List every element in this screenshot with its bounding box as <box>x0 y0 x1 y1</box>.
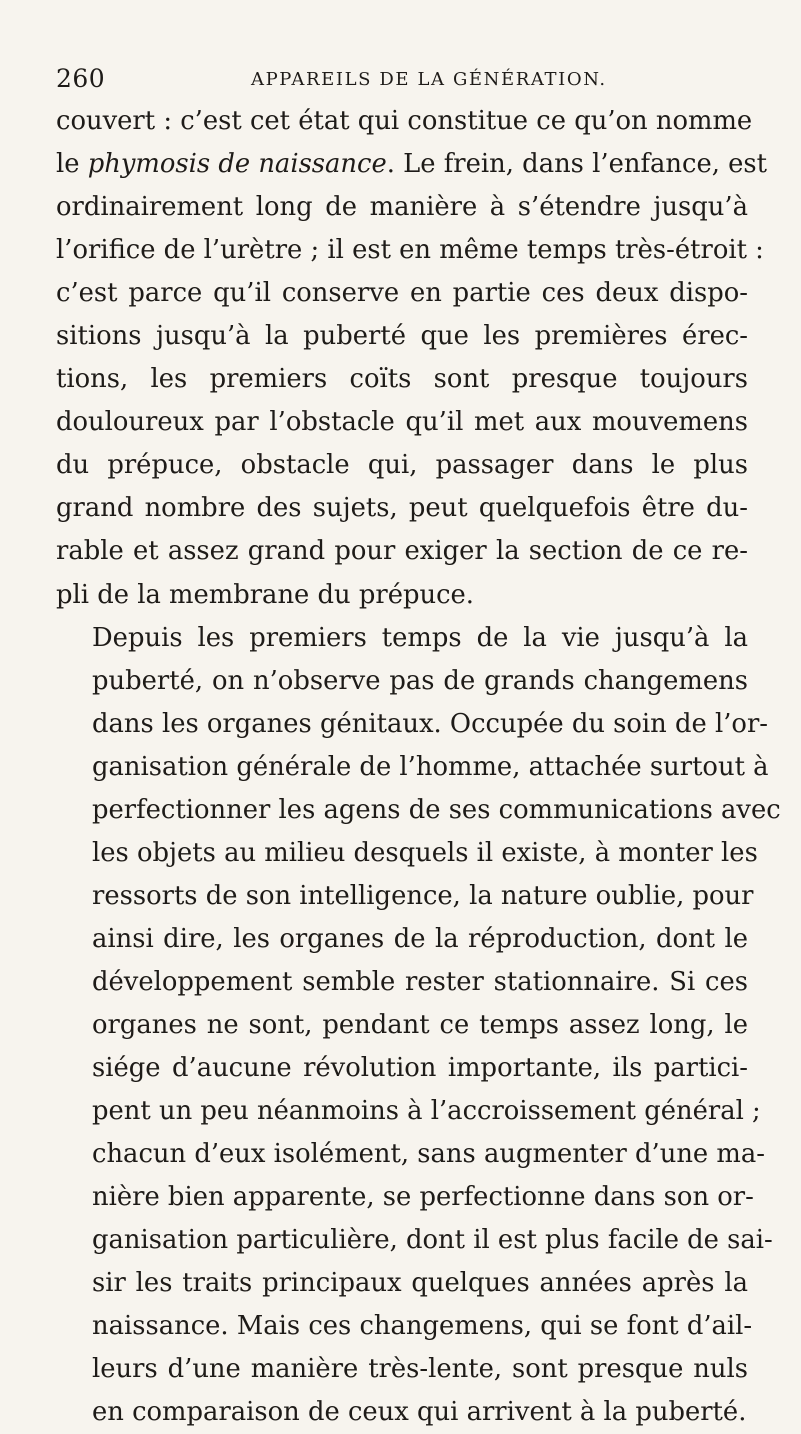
running-title: APPAREILS DE LA GÉNÉRATION. <box>251 69 607 90</box>
text-line: nière bien apparente, se perfectionne dans son or- <box>92 1182 754 1213</box>
text-line: pent un peu néanmoins à l’accroissement général ; <box>92 1096 761 1127</box>
paragraph-2 <box>56 617 781 1434</box>
text-line: en comparaison de ceux qui arrivent à la puberté. <box>92 1397 747 1428</box>
text-line: ainsi dire, les organes de la réproduction, dont le <box>92 923 748 954</box>
text-line: sitions jusqu’à la puberté que les premières érec- <box>56 321 748 352</box>
text-line <box>56 143 767 186</box>
text-line: siége d’aucune révolution importante, ils partici- <box>92 1053 748 1084</box>
text-line: les objets au milieu desquels il existe, à monter les <box>92 837 758 868</box>
italic-term: phymosis de naissance <box>87 149 387 180</box>
text-line: c’est parce qu’il conserve en partie ces deux dispo- <box>56 278 748 309</box>
text-line: naissance. Mais ces changemens, qui se font d’ail- <box>92 1311 753 1342</box>
paragraph-1 <box>56 100 767 617</box>
page-number: 260 <box>56 64 106 93</box>
text-line: dans les organes génitaux. Occupée du soin de l’or- <box>92 708 769 739</box>
text-line: couvert : c’est cet état qui constitue ce qu’on nomme <box>56 106 753 136</box>
text-line: ganisation particulière, dont il est plus facile de sai- <box>92 1225 773 1256</box>
text-line: ressorts de son intelligence, la nature oublie, pour <box>92 880 754 911</box>
text-line: organes ne sont, pendant ce temps assez long, le <box>92 1009 748 1040</box>
text-line: douloureux par l’obstacle qu’il met aux mouvemens <box>56 407 748 438</box>
page-header <box>56 64 746 104</box>
text-line: chacun d’eux isolément, sans augmenter d’une ma- <box>92 1139 765 1170</box>
text-line: développement semble rester stationnaire. Si ces <box>92 966 748 997</box>
text-line: rable et assez grand pour exiger la section de ce re- <box>56 536 748 567</box>
text-line: du prépuce, obstacle qui, passager dans le plus <box>56 450 748 481</box>
text-line: perfectionner les agens de ses communications avec <box>92 794 781 825</box>
text-line: grand nombre des sujets, peut quelquefois être du- <box>56 493 748 524</box>
text-line: tions, les premiers coïts sont presque toujours <box>56 364 748 395</box>
text-run: . Le frein, dans l’enfance, est <box>386 149 767 180</box>
text-line: ordinairement long de manière à s’étendre jusqu’à <box>56 192 748 223</box>
text-line: ganisation générale de l’homme, attachée surtout à <box>92 751 769 782</box>
text-line: puberté, on n’observe pas de grands changemens <box>92 665 748 696</box>
text-line: l’orifice de l’urètre ; il est en même temps très-étroit : <box>56 235 764 266</box>
text-run: le <box>56 149 88 180</box>
text-line: Depuis les premiers temps de la vie jusqu’à la <box>92 622 748 653</box>
text-line: leurs d’une manière très-lente, sont presque nuls <box>92 1354 748 1385</box>
text-line: pli de la membrane du prépuce. <box>56 579 475 610</box>
text-line: sir les traits principaux quelques années après la <box>92 1268 748 1299</box>
body-text <box>56 100 781 1434</box>
